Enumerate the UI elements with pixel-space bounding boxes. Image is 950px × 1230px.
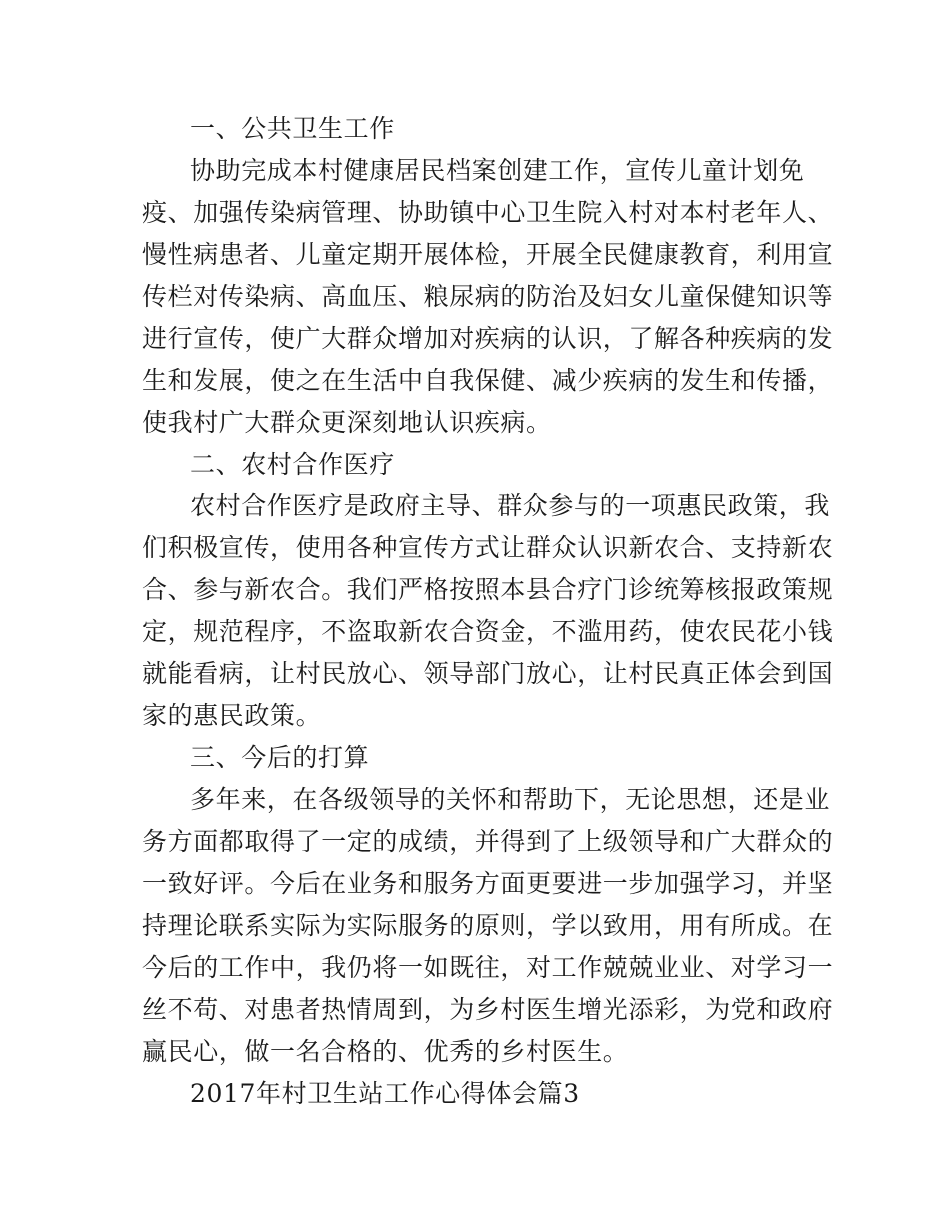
paragraph-first-line: 二、农村合作医疗 (190, 449, 395, 479)
future-plans-body (142, 782, 834, 1070)
paragraph-line: 疫、加强传染病管理、协助镇中心卫生院入村对本村老年人、 (142, 197, 834, 227)
paragraph-line: 务方面都取得了一定的成绩，并得到了上级领导和广大群众的 (142, 826, 834, 856)
paragraph-line: 合、参与新农合。我们严格按照本县合疗门诊统筹核报政策规 (142, 575, 834, 605)
paragraph-line: 使我村广大群众更深刻地认识疾病。 (142, 407, 552, 437)
heading-rural-coop (142, 447, 812, 483)
paragraph-line: 们积极宣传，使用各种宣传方式让群众认识新农合、支持新农 (142, 533, 834, 563)
paragraph-first-line: 2017年村卫生站工作心得体会篇3 (190, 1078, 580, 1108)
rural-coop-body (142, 488, 834, 734)
document-page (142, 111, 834, 1118)
paragraph-line: 家的惠民政策。 (142, 701, 322, 731)
heading-future-plans (142, 740, 812, 776)
paragraph-line: 一致好评。今后在业务和服务方面更要进一步加强学习，并坚 (142, 868, 834, 898)
public-health-body (142, 153, 834, 441)
paragraph-line: 生和发展，使之在生活中自我保健、减少疾病的发生和传播， (142, 365, 834, 395)
paragraph-line: 传栏对传染病、高血压、粮尿病的防治及妇女儿童保健知识等 (142, 281, 834, 311)
paragraph-line: 赢民心，做一名合格的、优秀的乡村医生。 (142, 1036, 629, 1066)
paragraph-line: 丝不苟、对患者热情周到，为乡村医生增光添彩，为党和政府 (142, 994, 834, 1024)
paragraph-first-line: 协助完成本村健康居民档案创建工作，宣传儿童计划免 (190, 155, 805, 185)
heading-public-health (142, 111, 812, 147)
paragraph-first-line: 三、今后的打算 (190, 743, 370, 773)
paragraph-line: 持理论联系实际为实际服务的原则，学以致用，用有所成。在 (142, 910, 834, 940)
paragraph-line: 今后的工作中，我仍将一如既往，对工作兢兢业业、对学习一 (142, 952, 834, 982)
paragraph-line: 就能看病，让村民放心、领导部门放心，让村民真正体会到国 (142, 659, 834, 689)
next-article-title (142, 1076, 812, 1112)
paragraph-line: 进行宣传，使广大群众增加对疾病的认识，了解各种疾病的发 (142, 323, 834, 353)
paragraph-first-line: 农村合作医疗是政府主导、群众参与的一项惠民政策，我 (190, 491, 831, 521)
paragraph-line: 慢性病患者、儿童定期开展体检，开展全民健康教育，利用宣 (142, 239, 834, 269)
paragraph-line: 定，规范程序，不盗取新农合资金，不滥用药，使农民花小钱 (142, 617, 834, 647)
paragraph-first-line: 多年来，在各级领导的关怀和帮助下，无论思想，还是业 (190, 785, 831, 814)
paragraph-first-line: 一、公共卫生工作 (190, 114, 395, 143)
